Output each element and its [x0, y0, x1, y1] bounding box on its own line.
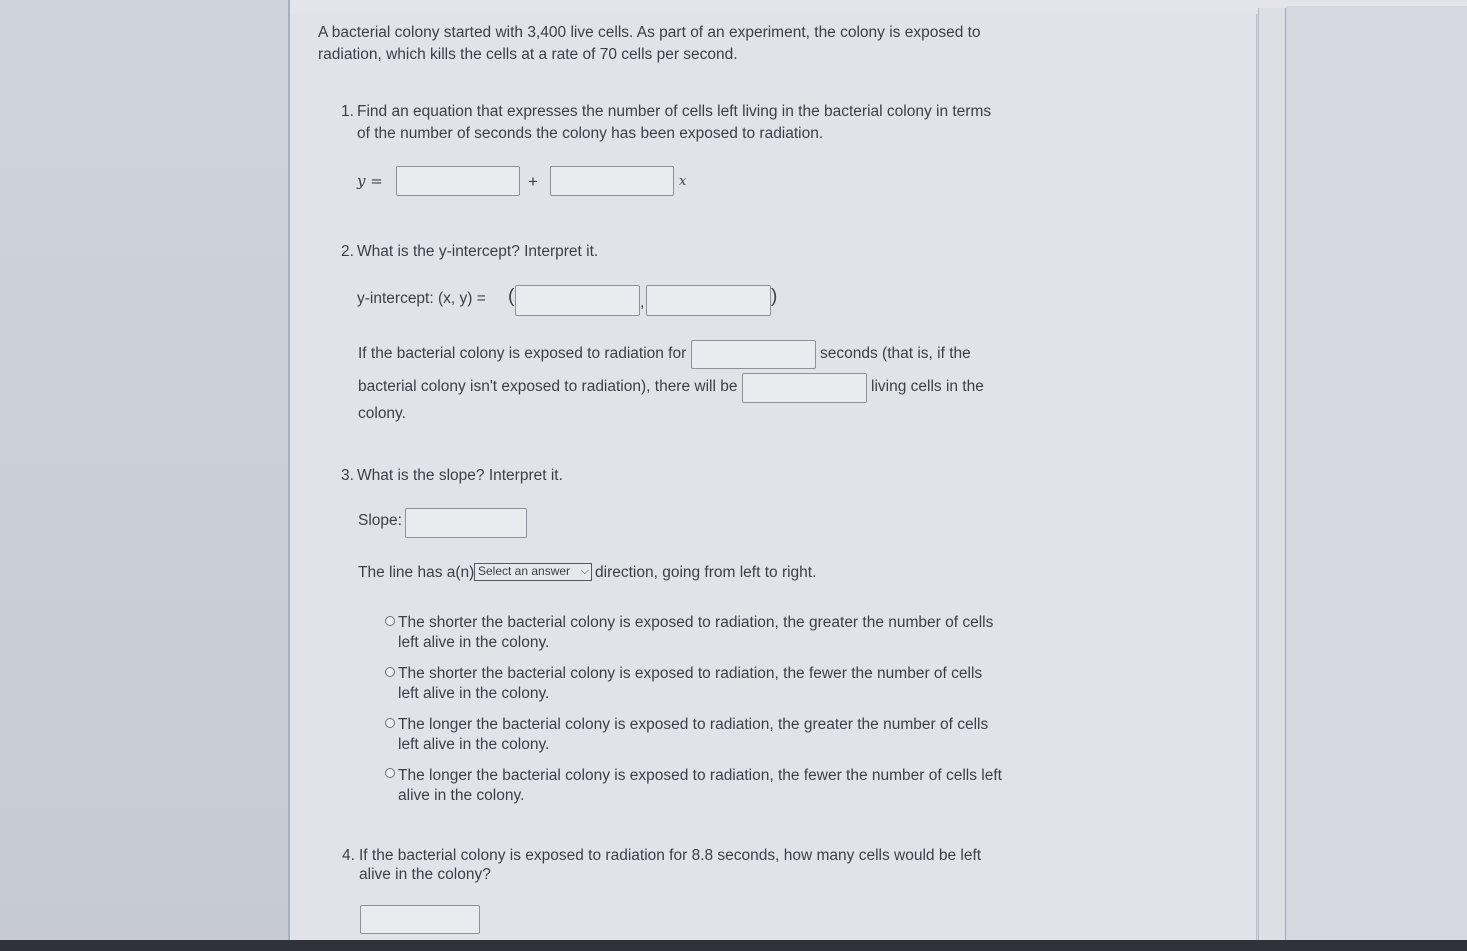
q2-number: 2.: [341, 243, 354, 260]
q3-option-3-line-2: left alive in the colony.: [398, 736, 550, 753]
q3-number: 3.: [341, 467, 354, 484]
q2-cells-input[interactable]: [742, 373, 867, 403]
q1-number: 1.: [341, 103, 354, 120]
bottom-bar: [0, 940, 1467, 951]
q2-open-paren: (: [508, 286, 515, 307]
q3-question: What is the slope? Interpret it.: [357, 467, 563, 484]
q1-text-line-2: of the number of seconds the colony has been exposed to radiation.: [357, 125, 824, 142]
q1-text-line-1: Find an equation that expresses the number of cells left living in the bacterial colony in terms: [357, 103, 992, 120]
q1-equation-lhs: y =: [357, 172, 383, 190]
q2-comma: ,: [640, 294, 645, 311]
q3-option-2-line-1: The shorter the bacterial colony is exposed to radiation, the fewer the number of cells: [398, 665, 983, 682]
q2-interp-text-5: colony.: [358, 405, 406, 422]
q3-option-1-line-2: left alive in the colony.: [398, 634, 550, 651]
q3-option-1-line-1: The shorter the bacterial colony is exposed to radiation, the greater the number of cells: [398, 614, 994, 631]
q3-slope-label: Slope:: [358, 512, 402, 529]
q2-question: What is the y-intercept? Interpret it.: [357, 243, 599, 260]
q2-interp-text-2: seconds (that is, if the: [820, 345, 971, 362]
q1-x-variable: x: [679, 174, 687, 189]
q3-option-4-line-2: alive in the colony.: [398, 787, 525, 804]
q4-answer-input[interactable]: [360, 905, 480, 934]
chevron-down-icon: ⌵: [580, 565, 589, 577]
q2-intercept-label: y-intercept: (x, y) =: [357, 290, 486, 307]
q3-option-1-radio[interactable]: [385, 616, 395, 626]
q3-option-2-radio[interactable]: [385, 667, 395, 677]
q4-text-line-2: alive in the colony?: [359, 866, 491, 883]
q2-close-paren: ): [771, 286, 778, 307]
q3-direction-select[interactable]: [474, 563, 592, 581]
q2-seconds-input[interactable]: [691, 340, 816, 369]
q1-slope-input[interactable]: [550, 166, 674, 196]
q2-interp-text-3: bacterial colony isn't exposed to radiation), there will be: [358, 378, 738, 395]
intro-line-1: A bacterial colony started with 3,400 live cells. As part of an experiment, the colony is exposed to: [318, 24, 981, 41]
q3-option-4-line-1: The longer the bacterial colony is exposed to radiation, the fewer the number of cells left: [398, 767, 1002, 784]
q2-interp-text-1: If the bacterial colony is exposed to radiation for: [358, 345, 687, 362]
q2-intercept-x-input[interactable]: [515, 285, 640, 316]
q1-plus-sign: +: [528, 172, 538, 191]
left-sidebar: [0, 0, 290, 951]
q3-option-4-radio[interactable]: [385, 768, 395, 778]
right-sidebar: [1286, 6, 1467, 951]
q4-text-line-1: If the bacterial colony is exposed to radiation for 8.8 seconds, how many cells would be left: [359, 847, 982, 864]
q1-intercept-input[interactable]: [396, 166, 520, 196]
q2-interp-text-4: living cells in the: [871, 378, 984, 395]
intro-line-2: radiation, which kills the cells at a rate of 70 cells per second.: [318, 46, 738, 63]
q3-option-3-radio[interactable]: [385, 718, 395, 728]
q2-intercept-y-input[interactable]: [646, 285, 771, 316]
q3-select-text: Select an answer: [478, 564, 571, 578]
q3-option-3-line-1: The longer the bacterial colony is exposed to radiation, the greater the number of cells: [398, 716, 989, 733]
q3-line-prefix: The line has a(n): [358, 564, 475, 581]
q4-number: 4.: [342, 847, 355, 864]
q3-slope-input[interactable]: [405, 508, 527, 538]
q3-option-2-line-2: left alive in the colony.: [398, 685, 550, 702]
right-scroll-border: [1258, 8, 1287, 951]
q3-line-suffix: direction, going from left to right.: [595, 564, 817, 581]
